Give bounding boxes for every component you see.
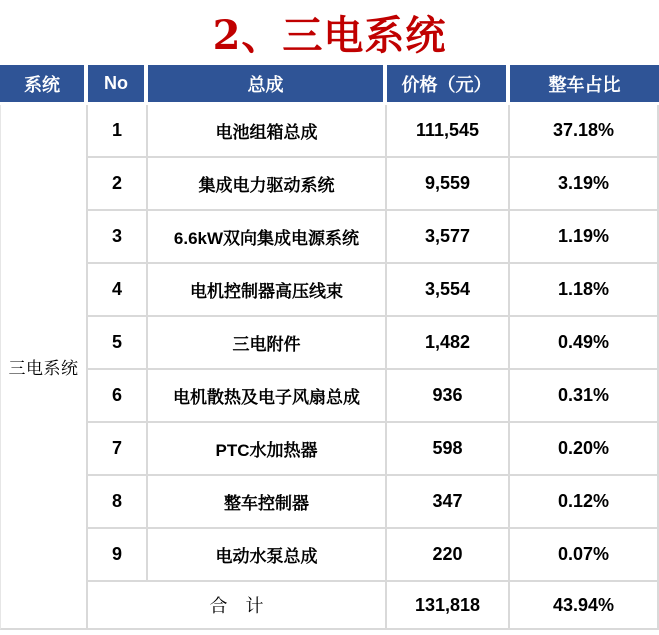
watermark-right-suffix: nk [614,595,641,624]
row-share: 37.18% [510,105,659,158]
dashukuajing-logo-icon: K°° [5,602,39,624]
row-name: 6.6kW双向集成电源系统 [148,211,387,264]
row-name: 电机控制器高压线束 [148,264,387,317]
row-share: 0.07% [510,529,659,582]
table-row [0,529,659,582]
row-share: 3.19% [510,158,659,211]
row-name: 电动水泵总成 [148,529,387,582]
total-label: 合 计 [88,582,387,630]
row-price: 111,545 [387,105,510,158]
col-header-assembly: 总成 [148,65,387,105]
row-share: 1.19% [510,211,659,264]
col-header-price: 价格（元） [387,65,510,105]
row-price: 936 [387,370,510,423]
row-price: 598 [387,423,510,476]
row-price: 220 [387,529,510,582]
table-row [0,476,659,529]
row-no: 9 [88,529,148,582]
watermark-left-text: 大数跨境 [42,606,115,625]
row-share: 0.20% [510,423,659,476]
row-name: 整车控制器 [148,476,387,529]
row-share: 0.12% [510,476,659,529]
table-row [0,423,659,476]
row-price: 9,559 [387,158,510,211]
table-row [0,317,659,370]
col-header-system: 系统 [0,65,88,105]
table-header [0,65,659,105]
table-row [0,158,659,211]
total-share: 43.94% [510,582,659,630]
table-row [0,211,659,264]
page-title: 2、三电系统 [212,12,447,59]
row-name: 电机散热及电子风扇总成 [148,370,387,423]
total-price: 131,818 [387,582,510,630]
total-row [0,582,659,630]
row-no: 1 [88,105,148,158]
system-merged-cell: 三电系统 [0,105,88,630]
row-price: 347 [387,476,510,529]
row-share: 0.31% [510,370,659,423]
row-no: 8 [88,476,148,529]
table-row [0,264,659,317]
row-no: 6 [88,370,148,423]
row-share: 0.49% [510,317,659,370]
row-no: 7 [88,423,148,476]
row-no: 3 [88,211,148,264]
row-no: 4 [88,264,148,317]
row-share: 1.18% [510,264,659,317]
row-name: 集成电力驱动系统 [148,158,387,211]
row-no: 2 [88,158,148,211]
row-price: 3,577 [387,211,510,264]
col-header-no: No [88,65,148,105]
row-name: 三电附件 [148,317,387,370]
table-row [0,105,659,158]
table-body [0,105,659,630]
row-price: 1,482 [387,317,510,370]
watermark-right-prefix: 公众号 [487,598,563,626]
row-name: PTC水加热器 [148,423,387,476]
col-header-share: 整车占比 [510,65,659,105]
bom-table [0,65,659,630]
row-price: 3,554 [387,264,510,317]
row-no: 5 [88,317,148,370]
table-row [0,370,659,423]
row-name: 电池组箱总成 [148,105,387,158]
header-row [0,65,659,105]
